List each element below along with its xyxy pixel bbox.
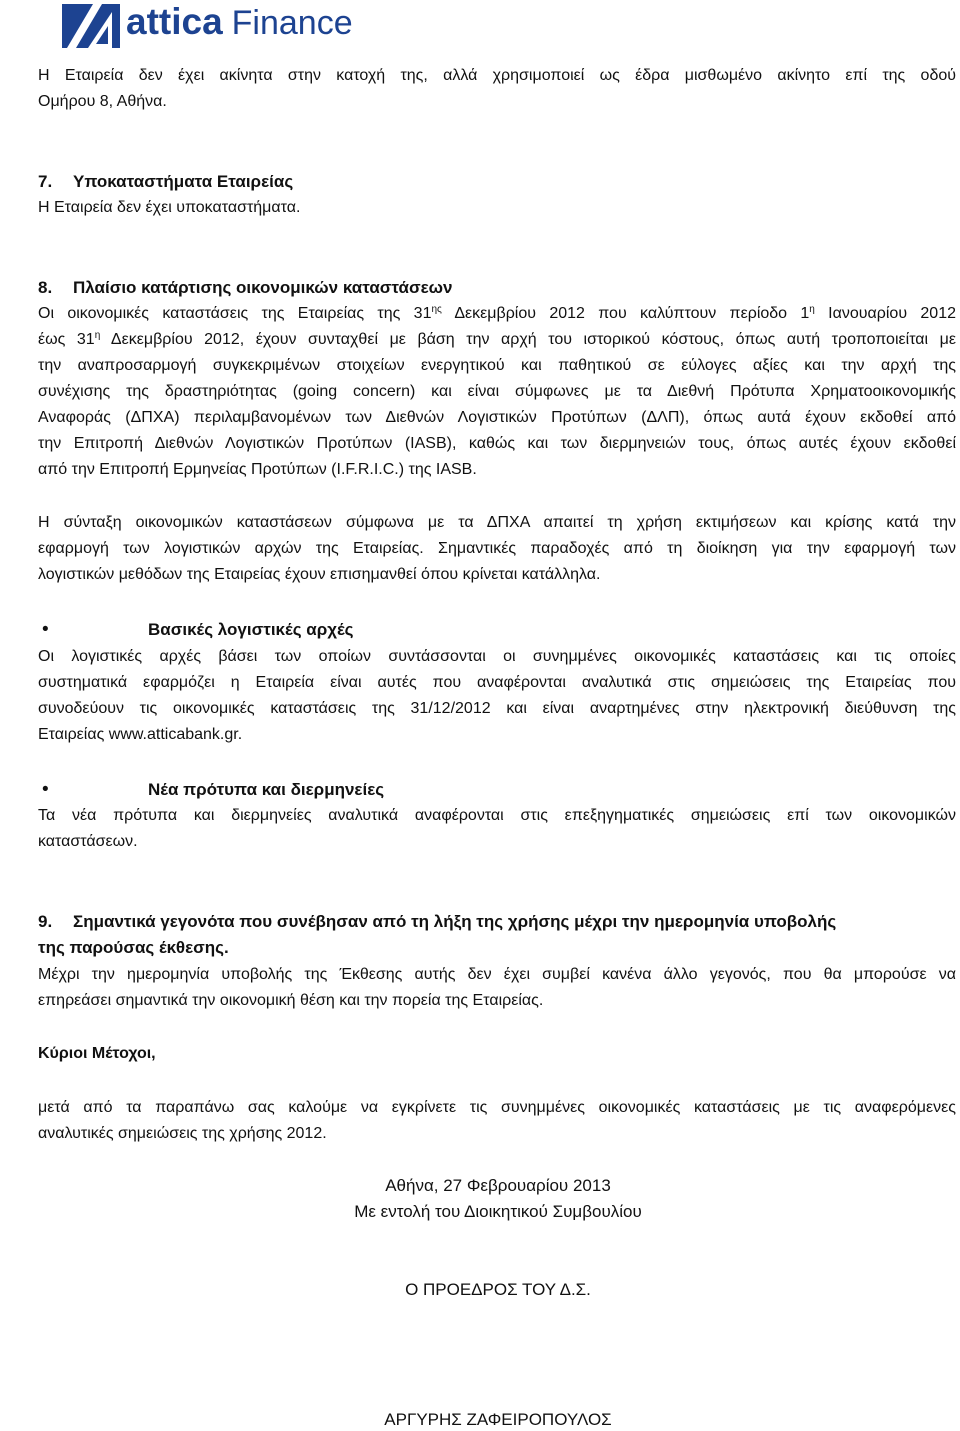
text-line	[38, 301, 956, 327]
section-heading-8	[38, 275, 452, 301]
company-logo	[62, 1, 353, 48]
text-line: συνέχισης της δραστηριότητας (going concern) και είναι σύμφωνες με τα Διεθνή Πρότυπα Χρηματοοικονομικής	[38, 383, 956, 400]
new-standards-body	[38, 803, 956, 855]
text-line: λογιστικών μεθόδων της Εταιρείας έχουν επισημανθεί όπου κρίνεται κατάλληλα.	[38, 566, 601, 583]
accounting-policies-body	[38, 644, 956, 748]
signatory-title: Ο ΠΡΟΕΔΡΟΣ ΤΟΥ Δ.Σ.	[405, 1280, 591, 1299]
section-9-body	[38, 962, 956, 1014]
bullet-heading-new-standards	[0, 777, 900, 803]
premises-paragraph	[38, 63, 956, 115]
bullet-heading-title: Βασικές λογιστικές αρχές	[148, 620, 354, 639]
section-8-paragraph-2	[38, 510, 956, 588]
ordinal-suffix: η	[809, 304, 815, 315]
text-line: Τα νέα πρότυπα και διερμηνείες αναλυτικά αναφέρονται στις επεξηγηματικές σημειώσεις επί των οικονομικών	[38, 807, 956, 824]
attica-logo-mark-icon	[62, 4, 120, 48]
section-8-paragraph-1	[38, 301, 956, 483]
text-line: την αναπροσαρμογή συγκεκριμένων στοιχείων ενεργητικού και παθητικού σε εύλογες αξίες και την αρχή της	[38, 357, 956, 374]
section-heading-9	[38, 909, 836, 935]
text-line: Η Εταιρεία δεν έχει υποκαταστήματα.	[38, 199, 301, 216]
text-run: Ιανουαρίου 2012	[814, 305, 956, 322]
text-run: Δεκεμβρίου 2012 που καλύπτουν περίοδο 1	[441, 305, 810, 322]
place-and-date: Αθήνα, 27 Φεβρουαρίου 2013	[385, 1176, 611, 1195]
closing-paragraph	[38, 1095, 956, 1147]
brand-name-regular: Finance	[231, 4, 353, 42]
text-line: καταστάσεων.	[38, 833, 138, 850]
section-number: 8.	[38, 278, 53, 297]
text-line: Η Εταιρεία δεν έχει ακίνητα στην κατοχή της, αλλά χρησιμοποιεί ως έδρα μισθωμένο ακίνητο επί της οδού	[38, 67, 956, 84]
salutation: Κύριοι Μέτοχοι,	[38, 1045, 156, 1062]
text-line: την Επιτροπή Διεθνών Λογιστικών Προτύπων (IASB), καθώς και των διερμηνειών τους, όπως αυτές έχουν εκδοθεί	[38, 435, 956, 452]
text-line: Εταιρείας www.atticabank.gr.	[38, 726, 243, 743]
text-line: Η σύνταξη οικονομικών καταστάσεων σύμφωνα με τα ΔΠΧΑ απαιτεί τη χρήση εκτιμήσεων και κρίσης κατά την	[38, 514, 956, 531]
section-number: 9.	[38, 912, 53, 931]
text-line: συστηματικά εφαρμόζει η Εταιρεία είναι αυτές που αναφέρονται αναλυτικά στις σημειώσεις της Εταιρείας που	[38, 674, 956, 691]
ordinal-suffix: η	[94, 330, 101, 341]
text-line: συνοδεύουν τις οικονομικές καταστάσεις της 31/12/2012 και είναι αναρτημένες στην ηλεκτρονική διεύθυνση της	[38, 700, 956, 717]
text-line	[38, 327, 956, 353]
text-line: εφαρμογή των λογιστικών αρχών της Εταιρείας. Σημαντικές παραδοχές από τη διοίκηση για την εφαρμογή των	[38, 540, 956, 557]
bullet-icon: •	[42, 619, 49, 640]
text-line: αναλυτικές σημειώσεις της χρήσης 2012.	[38, 1125, 327, 1142]
text-line: από την Επιτροπή Ερμηνείας Προτύπων (I.F.R.I.C.) της IASB.	[38, 461, 477, 478]
section-title: Σημαντικά γεγονότα που συνέβησαν από τη λήξη της χρήσης μέχρι την ημερομηνία υποβολής	[73, 912, 837, 931]
text-run: έως 31	[38, 331, 95, 348]
signatory-name: ΑΡΓΥΡΗΣ ΖΑΦΕΙΡΟΠΟΥΛΟΣ	[384, 1410, 612, 1429]
ordinal-suffix: ης	[431, 304, 442, 315]
section-heading-9-continued: της παρούσας έκθεσης.	[38, 938, 229, 957]
bullet-icon: •	[42, 779, 49, 800]
text-line: Οι λογιστικές αρχές βάσει των οποίων συντάσσονται οι συνημμένες οικονομικές καταστάσεις και τις οποίες	[38, 648, 956, 665]
bullet-heading-title: Νέα πρότυπα και διερμηνείες	[148, 780, 385, 799]
text-run: Οι οικονομικές καταστάσεις της Εταιρείας της 31	[38, 305, 432, 322]
section-heading-7	[38, 169, 293, 195]
brand-name	[126, 0, 353, 52]
brand-name-bold: attica	[126, 1, 223, 42]
text-run: Δεκεμβρίου 2012, έχουν συνταχθεί με βάση την αρχή του ιστορικού κόστους, όπως αυτή τροποποιείται με	[100, 331, 956, 348]
section-title: Υποκαταστήματα Εταιρείας	[73, 172, 294, 191]
text-line: Μέχρι την ημερομηνία υποβολής της Έκθεσης αυτής δεν έχει συμβεί κανένα άλλο γεγονός, που θα μπορούσε να	[38, 966, 956, 983]
section-number: 7.	[38, 172, 53, 191]
section-title: Πλαίσιο κατάρτισης οικονομικών καταστάσεων	[73, 278, 453, 297]
text-line: Ομήρου 8, Αθήνα.	[38, 93, 167, 110]
section-7-body	[38, 195, 956, 221]
board-mandate: Με εντολή του Διοικητικού Συμβουλίου	[354, 1202, 642, 1221]
bullet-heading-accounting-policies	[0, 617, 900, 643]
text-line: μετά από τα παραπάνω σας καλούμε να εγκρίνετε τις συνημμένες οικονομικές καταστάσεις με τις αναφερόμενες	[38, 1099, 956, 1116]
text-line: Αναφοράς (ΔΠΧΑ) περιλαμβανομένων των Διεθνών Λογιστικών Προτύπων (ΔΛΠ), όπως αυτά έχουν εκδοθεί από	[38, 409, 956, 426]
text-line: επηρεάσει σημαντικά την οικονομική θέση και την πορεία της Εταιρείας.	[38, 992, 544, 1009]
